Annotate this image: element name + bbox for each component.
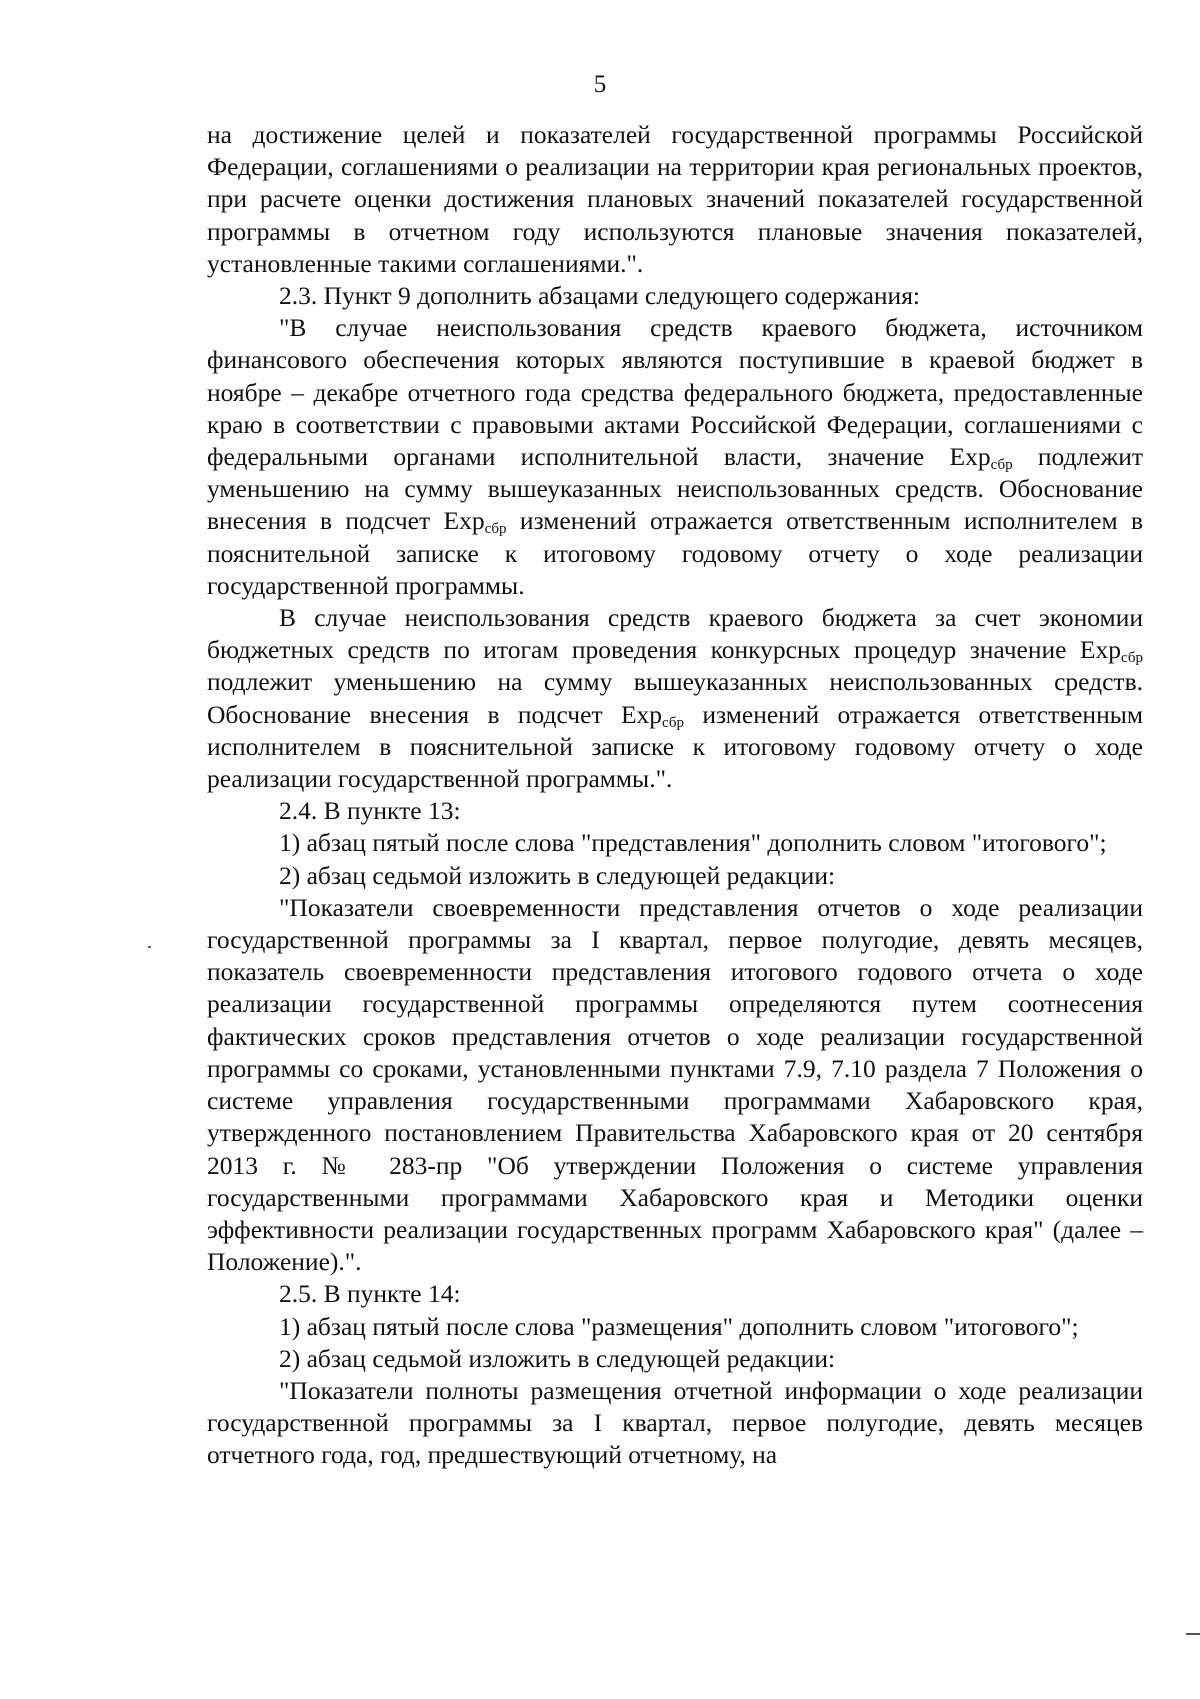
paragraph-continuation: на достижение целей и показателей государственной программы Российской Федерации, соглашениями о реализации на территории края региональных проектов, при расчете оценки достижения плановых значений показателей государственной программы в отчетном году используются плановые значения показателей, установленные такими соглашениями.".	[207, 120, 1143, 278]
paragraph-item-2-4-2: 2) абзац седьмой изложить в следующей редакции:	[279, 860, 836, 890]
paragraph-quote-completeness: "Показатели полноты размещения отчетной информации о ходе реализации государственной программы за I квартал, первое полугодие, девять месяцев отчетного года, год, предшествующий отчетному, на	[207, 1375, 1143, 1470]
paragraph-item-2-5-2: 2) абзац седьмой изложить в следующей редакции:	[279, 1343, 836, 1373]
paragraph-item-2-4: 2.4. В пункте 13:	[279, 796, 461, 826]
edge-scan-mark	[1186, 1633, 1200, 1635]
subscript-sbr: сбр	[484, 521, 507, 538]
subscript-sbr: сбр	[1121, 650, 1143, 667]
paragraph-item-2-3: 2.3. Пункт 9 дополнить абзацами следующего содержания:	[279, 281, 921, 311]
paragraph-budget-savings	[207, 602, 1143, 795]
text-segment: изменений отражается ответственным исполнителем в пояснительной записке к итоговому годовому отчету о ходе реализации государственной программы.	[207, 506, 1143, 600]
page-number: 5	[593, 71, 607, 98]
paragraph-quote-timeliness: "Показатели своевременности представления отчетов о ходе реализации государственной программы за I квартал, первое полугодие, девять месяцев, показатель своевременности представления итогового годового отчета о ходе реализации государственной программы определяются путем соотнесения фактических сроков представления отчетов о ходе реализации государственной программы со сроками, установленными пунктами 7.9, 7.10 раздела 7 Положения о системе управления государственными программами Хабаровского края, утвержденного постановлением Правительства Хабаровского края от 20 сентября 2013 г. № 283-пр "Об утверждении Положения о системе управления государственными программами Хабаровского края и Методики оценки эффективности реализации государственных программ Хабаровского края" (далее – Положение).".	[207, 892, 1143, 1277]
paragraph-item-2-5-1: 1) абзац пятый после слова "размещения" дополнить словом "итогового";	[279, 1311, 1079, 1341]
margin-tick-mark	[148, 946, 151, 948]
subscript-sbr: сбр	[662, 714, 685, 731]
document-body	[207, 119, 1143, 1472]
text-segment: подлежит уменьшению на сумму вышеуказанных неиспользованных средств. Обоснование внесения в подсчет Exp	[207, 442, 1143, 536]
paragraph-item-2-4-1: 1) абзац пятый после слова "представления" дополнить словом "итогового";	[279, 828, 1107, 858]
text-segment: В случае неиспользования средств краевого бюджета за счет экономии бюджетных средств по итогам проведения конкурсных процедур значение Exp	[207, 603, 1143, 665]
text-segment: изменений отражается ответственным исполнителем в пояснительной записке к итоговому годовому отчету о ходе реализации государственной программы.".	[207, 699, 1143, 794]
subscript-sbr: сбр	[990, 457, 1013, 474]
paragraph-quote-federal-funds	[207, 312, 1143, 602]
text-segment: "В случае неиспользования средств краевого бюджета, источником финансового обеспечения которых являются поступившие в краевой бюджет в ноябре – декабре отчетного года средства федерального бюджета, предоставленные краю в соответствии с правовыми актами Российской Федерации, соглашениями с федеральными органами исполнительной власти, значение Exp	[207, 313, 1143, 472]
text-segment: подлежит уменьшению на сумму вышеуказанных неиспользованных средств. Обоснование внесения в подсчет Exp	[207, 667, 1143, 729]
paragraph-item-2-5: 2.5. В пункте 14:	[279, 1279, 461, 1309]
